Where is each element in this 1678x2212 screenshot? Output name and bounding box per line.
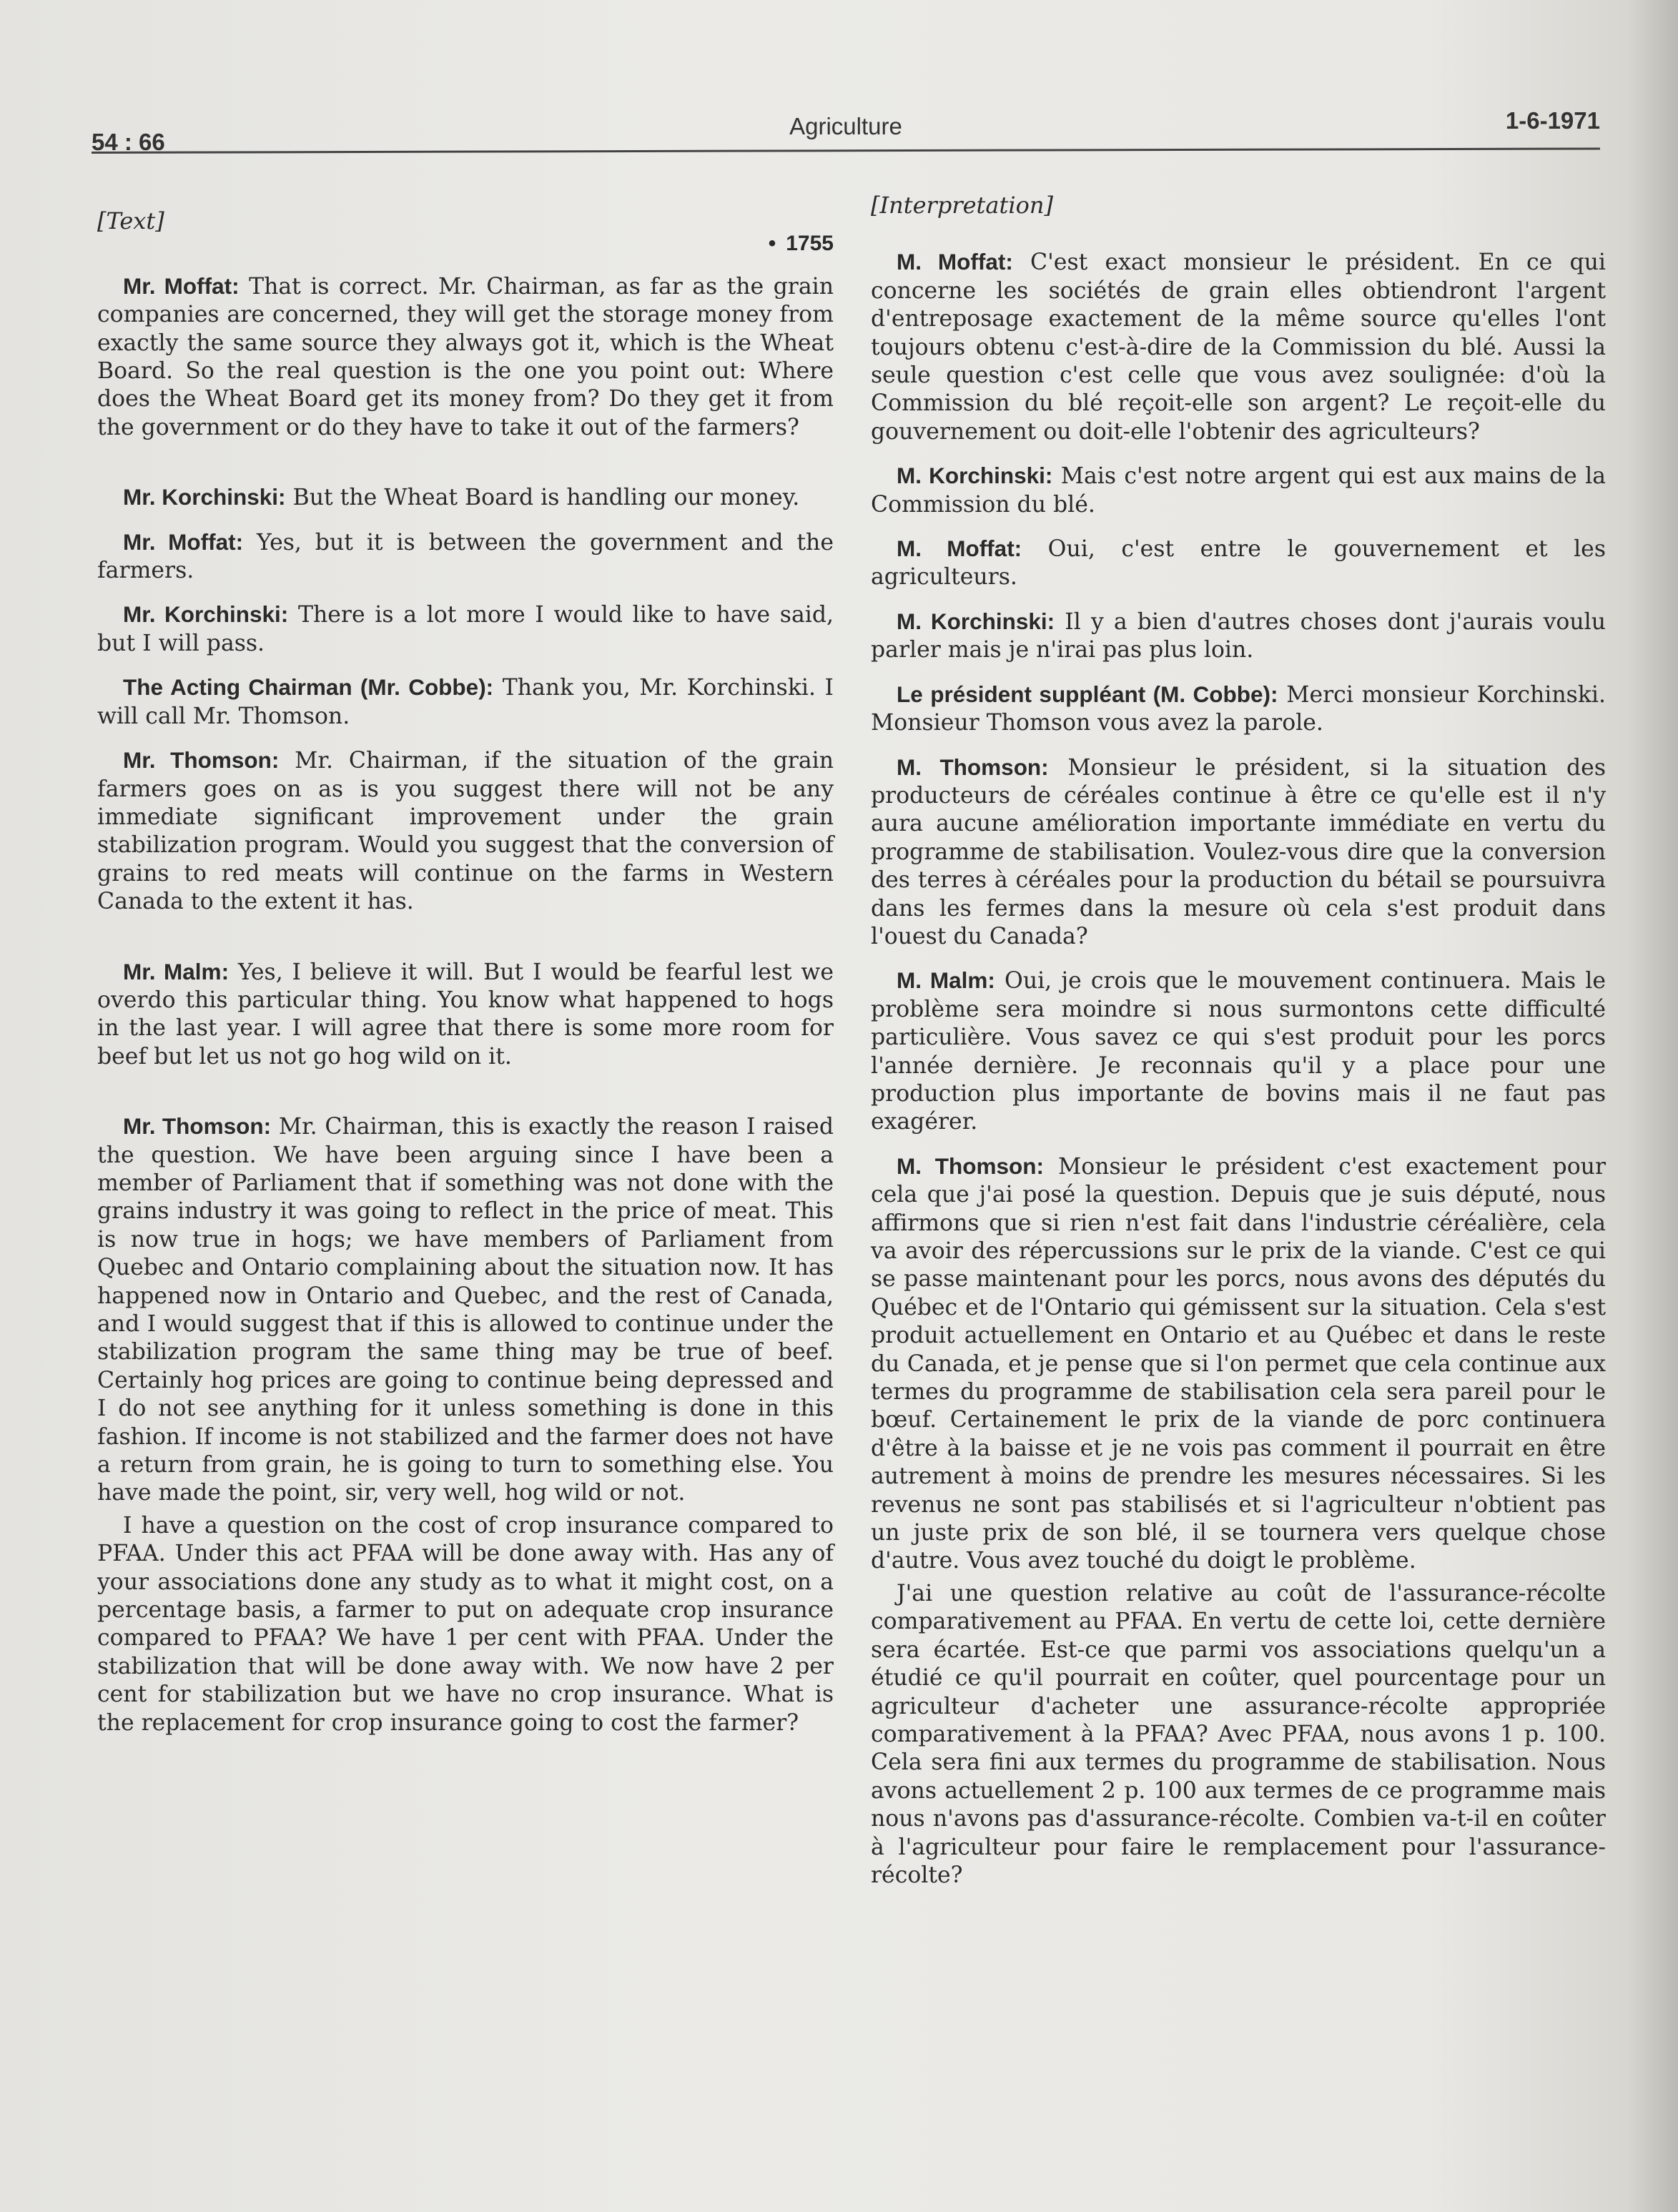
- paragraph: [97, 601, 834, 658]
- speech-text: That is correct. Mr. Chairman, as far as the grain companies are concerned, they will get the storage money from exactly the same source they always got it, which is the Wheat Board. So the real question is the one you point out: Where does the Wheat Board get its money from? Do they get it from the government or do they have to take it out of the farmers?: [97, 273, 834, 440]
- paragraph: [871, 535, 1606, 592]
- speech-text: Thank you, Mr. Korchinski. I will call Mr. Thomson.: [97, 675, 834, 729]
- paragraph: [97, 1112, 834, 1508]
- speaker-name: Mr. Moffat:: [123, 272, 240, 299]
- speech-text: Oui, je crois que le mouvement continuera. Mais le problème sera moindre si nous surmontons cette difficulté particulière. Vous savez ce qui s'est produit pour les porcs l'année dernière. Je reconnais qu'il y a place pour une production plus importante de bovins mais il ne faut pas exagérer.: [871, 968, 1606, 1135]
- page-number: 54 : 66: [92, 129, 165, 155]
- speaker-name: M. Thomson:: [897, 754, 1049, 780]
- paragraph: [97, 673, 834, 731]
- speech-text: I have a question on the cost of crop insurance compared to PFAA. Under this act PFAA will be done away with. Has any of your associations done any study as to what it might cost, on a percentage basis, a farmer to put on adequate crop insurance compared to PFAA? We have 1 per cent with PFAA. Under the stabilization that will be done away with. We now have 2 per cent for stabilization but we have no crop insurance. What is the replacement for crop insurance going to cost the farmer?: [97, 1512, 834, 1736]
- speaker-name: M. Korchinski:: [897, 463, 1053, 489]
- paragraph: [871, 1152, 1606, 1576]
- speech-text: Il y a bien d'autres choses dont j'aurais voulu parler mais je n'irai pas plus loin.: [871, 608, 1606, 663]
- speech-text: Mais c'est notre argent qui est aux mains de la Commission du blé.: [871, 463, 1606, 518]
- speaker-name: The Acting Chairman (Mr. Cobbe):: [123, 674, 494, 701]
- speech-text: Oui, c'est entre le gouvernement et les agriculteurs.: [871, 536, 1606, 591]
- paragraph: [97, 958, 834, 1072]
- speaker-name: M. Moffat:: [897, 535, 1022, 562]
- bullet-icon: •: [768, 232, 776, 256]
- french-interpretation-column: [871, 192, 1606, 1905]
- column-label-interpretation: [Interpretation]: [871, 192, 1053, 219]
- speaker-name: M. Moffat:: [897, 249, 1013, 275]
- paragraph: [871, 967, 1606, 1136]
- paragraph: [97, 272, 834, 442]
- speaker-name: Mr. Malm:: [123, 958, 230, 984]
- speaker-name: Mr. Thomson:: [123, 1113, 272, 1140]
- speaker-name: Mr. Thomson:: [123, 747, 280, 774]
- paragraph: [871, 1580, 1606, 1890]
- header-date: 1-6-1971: [1505, 107, 1600, 134]
- paragraph: [97, 746, 834, 916]
- paragraph: [97, 483, 834, 512]
- speech-text: Mr. Chairman, this is exactly the reason I raised the question. We have been arguing since I have been a member of Parliament that if something was not done with the grains industry it was going to reflect in the price of meat. This is now true in hogs; we have members of Parliament from Quebec and Ontario complaining about the situation now. It has happened now in Ontario and Quebec, and the rest of Canada, and I would suggest that if this is allowed to continue under the stabilization program the same thing may be true of beef. Certainly hog prices are going to continue being depressed and I do not see anything for it unless something is done in this fashion. If income is not stabilized and the farmer does not have a return from grain, he is going to turn to something else. You have made the point, sir, very well, hog wild or not.: [97, 1114, 834, 1506]
- paragraph: [871, 754, 1606, 952]
- speech-text: Yes, but it is between the government and the farmers.: [97, 529, 834, 584]
- speech-text: Monsieur le président, si la situation des producteurs de céréales continue à être ce qu'elle est il n'y aura aucune amélioration importante immédiate en vertu du programme de stabilisation. Voulez-vous dire que la conversion des terres à céréales pour la production du bétail se poursuivra dans les fermes dans la mesure où cela s'est produit dans l'ouest du Canada?: [871, 754, 1606, 949]
- speaker-name: Mr. Korchinski:: [123, 484, 286, 510]
- speaker-name: Le président suppléant (M. Cobbe):: [897, 681, 1278, 707]
- speech-text: But the Wheat Board is handling our money.: [285, 485, 800, 511]
- speech-text: Monsieur le président c'est exactement pour cela que j'ai posé la question. Depuis que je suis député, nous affirmons que si rien n'est fait dans l'industrie céréalière, cela va avoir des répercussions sur le prix de la viande. C'est ce qui se passe maintenant pour les porcs, nous avons des députés du Québec et de l'Ontario qui gémissent sur la situation. Cela s'est produit actuellement en Ontario et au Québec et dans le reste du Canada, et je pense que si l'on permet que cela continue aux termes du programme de stabilisation cela sera pareil pour le bœuf. Certainement le prix de la viande de porc continuera d'être à la baisse et je ne vois pas comment il pourrait en être autrement à moins de prendre les mesures nécessaires. Si les revenus ne sont pas stabilisés et si l'agriculteur n'obtient pas un juste prix de son blé, il se tournera vers quelque chose d'autre. Vous avez touché du doigt le problème.: [871, 1153, 1606, 1574]
- paragraph: [871, 462, 1606, 519]
- english-text-column: [97, 207, 834, 1753]
- speaker-name: M. Thomson:: [897, 1152, 1044, 1179]
- paragraph: [871, 608, 1606, 665]
- speech-text: Yes, I believe it will. But I would be fearful lest we overdo this particular thing. You know what happened to hogs in the last year. I will agree that there is some more room for beef but let us not go hog wild on it.: [97, 959, 834, 1070]
- speech-text: C'est exact monsieur le président. En ce qui concerne les sociétés de grain elles obtiendront l'argent d'entreposage exactement de la même source qu'elles l'ont toujours obtenu c'est-à-dire de la Commission du blé. Aussi la seule question c'est celle que vous avez soulignée: d'où la Commission du blé reçoit-elle son argent? Le reçoit-elle du gouvernement ou doit-elle l'obtenir des agriculteurs?: [871, 250, 1607, 445]
- running-title: Agriculture: [789, 113, 902, 139]
- speaker-name: M. Malm:: [897, 967, 995, 994]
- paragraph: [97, 1512, 834, 1737]
- speech-text: Merci monsieur Korchinski. Monsieur Thomson vous avez la parole.: [871, 681, 1606, 736]
- column-label-text: [Text]: [97, 207, 164, 234]
- paragraph: [871, 248, 1606, 446]
- speaker-name: Mr. Moffat:: [123, 528, 244, 555]
- paragraph: [97, 528, 834, 586]
- timestamp-value: 1755: [786, 232, 834, 256]
- timestamp: [97, 229, 834, 257]
- speech-text: Mr. Chairman, if the situation of the grain farmers goes on as is you suggest there will not be any immediate significant improvement under the grain stabilization program. Would you suggest that the conversion of grains to red meats will continue on the farms in Western Canada to the extent it has.: [97, 748, 834, 915]
- speech-text: There is a lot more I would like to have said, but I will pass.: [97, 602, 834, 656]
- speaker-name: M. Korchinski:: [897, 608, 1055, 634]
- speaker-name: Mr. Korchinski:: [123, 601, 289, 628]
- speech-text: J'ai une question relative au coût de l'assurance-récolte comparativement au PFAA. En vertu de cette loi, cette dernière sera écartée. Est-ce que parmi vos associations quelqu'un a étudié ce qu'il pourrait en coûter, quel pourcentage pour un agriculteur d'acheter une assurance-récolte appropriée comparativement à la PFAA? Avec PFAA, nous avons 1 p. 100. Cela sera fini aux termes du programme de stabilisation. Nous avons actuellement 2 p. 100 aux termes de ce programme mais nous n'avons pas d'assurance-récolte. Combien va-t-il en coûter à l'agriculteur pour faire le remplacement pour l'assurance-récolte?: [871, 1580, 1606, 1888]
- paragraph: [871, 681, 1606, 738]
- page-header: [92, 107, 1600, 155]
